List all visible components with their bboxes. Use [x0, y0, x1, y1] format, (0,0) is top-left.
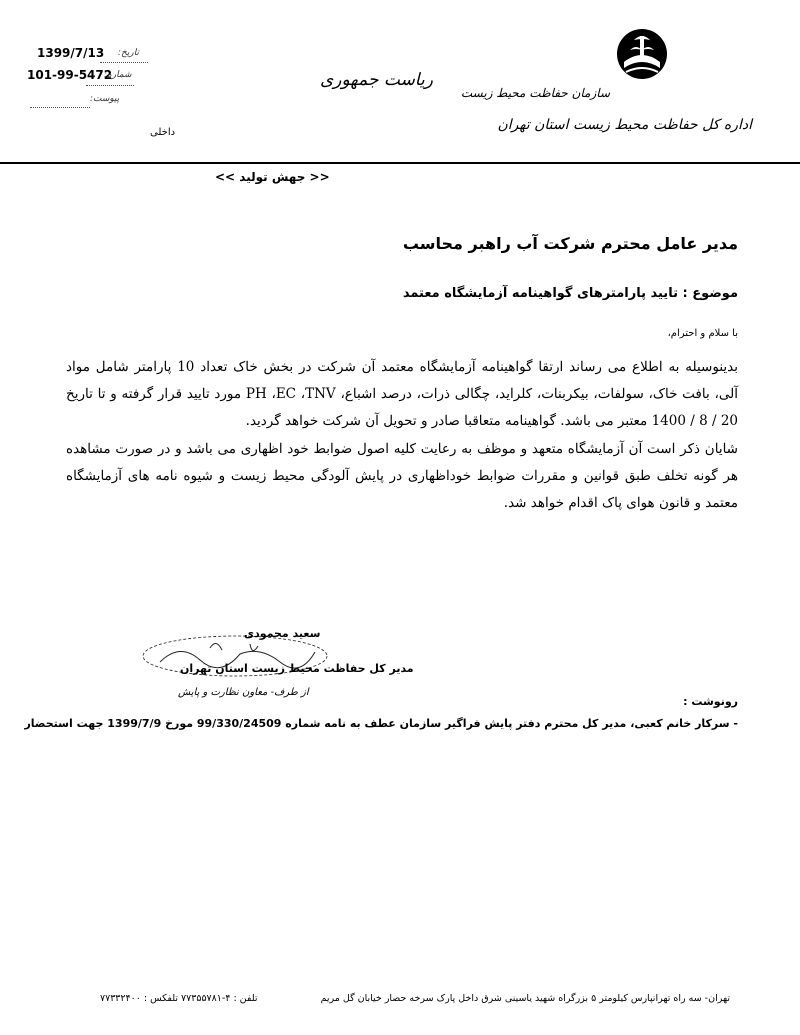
- signatory-name: سعید محمودی: [244, 627, 321, 640]
- footer-phone: تلفن : ۴-۷۷۳۵۵۷۸۱ تلفکس : ۷۷۳۳۲۴۰۰: [100, 993, 258, 1004]
- attachment-label: پیوست:: [90, 94, 120, 104]
- number-label: شماره:: [104, 70, 132, 80]
- letter-number: 101-99-5472: [27, 68, 113, 82]
- signature-note: از طرف- معاون نظارت و پایش: [178, 687, 309, 698]
- subject-line: موضوع : تایید پارامترهای گواهینامه آزمایشگاه معتمد: [402, 286, 738, 301]
- header-divider: [0, 162, 800, 164]
- body-paragraph: شایان ذکر است آن آزمایشگاه متعهد و موظف به رعایت کلیه اصول ضوابط خود اظهاری می باشد و در صورت مشاهده هر گونه تخلف طبق قوانین و مقررات ضوابط خوداظهاری در پایش آلودگی محیط زیست و شیوه نامه های آزمایشگاه معتمد و قانون هوای پاک اقدام خواهد شد.: [66, 440, 738, 512]
- footer-address: تهران- سه راه تهرانپارس کیلومتر ۵ بزرگراه شهید یاسینی شرق داخل پارک سرخه حصار خیابان گل مریم: [320, 993, 730, 1004]
- number-dotted-line: [86, 85, 134, 86]
- attachment-dotted-line: [30, 107, 90, 108]
- recipient-line: مدیر عامل محترم شرکت آب راهبر محاسب: [402, 234, 738, 253]
- body-paragraph: بدینوسیله به اطلاع می رساند ارتقا گواهینامه آزمایشگاه معتمد آن شرکت در بخش خاک تعداد 10 پارامتر شامل مواد آلی، بافت خاک، سولفات، بیکربنات، کلراید، چگالی ذرات، درصد اشباع، PH ،EC ،TNV مورد تایید قرار گرفته و تا تاریخ 20 / 8 / 1400 معتبر می باشد. گواهینامه متعاقبا صادر و تحویل آن شرکت خواهد گردید.: [66, 359, 738, 430]
- environment-organization-logo: [616, 28, 668, 80]
- department-name: اداره کل حفاظت محیط زیست استان تهران: [497, 117, 752, 133]
- date-label: تاریخ:: [118, 48, 139, 58]
- campaign-slogan: << جهش تولید >>: [215, 170, 330, 184]
- letter-date: 1399/7/13: [37, 46, 105, 60]
- date-dotted-line: [100, 62, 148, 63]
- greeting: با سلام و احترام،: [667, 328, 738, 339]
- internal-label: داخلی: [150, 127, 176, 138]
- organization-name: سازمان حفاظت محیط زیست: [460, 86, 610, 100]
- letter-body: [66, 354, 738, 517]
- cc-line: - سرکار خانم کعبی، مدیر کل محترم دفتر پایش فراگیر سازمان عطف به نامه شماره 99/330/24509 مورخ 1399/7/9 جهت استحضار: [24, 717, 738, 730]
- presidency-heading: ریاست جمهوری: [320, 70, 433, 90]
- signatory-title: مدیر کل حفاظت محیط زیست استان تهران: [180, 662, 414, 675]
- cc-label: رونوشت :: [683, 695, 738, 708]
